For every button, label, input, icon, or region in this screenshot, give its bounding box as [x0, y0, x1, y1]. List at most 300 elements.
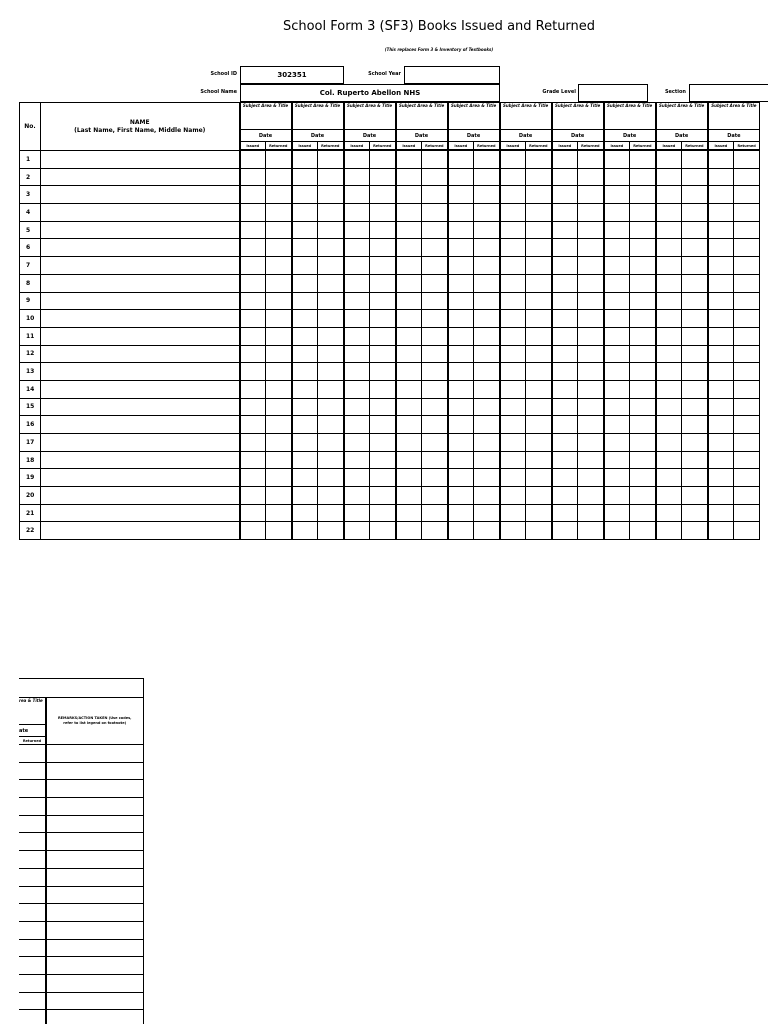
school-year-field[interactable] [404, 66, 500, 84]
returned-date-cell[interactable] [526, 310, 552, 328]
returned-date-cell[interactable] [526, 168, 552, 186]
issued-date-cell[interactable] [240, 363, 266, 381]
remarks-cell[interactable] [46, 904, 143, 922]
returned-date-cell[interactable] [682, 221, 708, 239]
issued-date-cell[interactable] [604, 257, 630, 275]
returned-date-cell[interactable] [734, 327, 760, 345]
returned-date-cell[interactable] [526, 363, 552, 381]
issued-date-cell[interactable] [396, 151, 422, 169]
issued-date-cell[interactable] [344, 239, 370, 257]
issued-date-cell[interactable] [656, 292, 682, 310]
returned-date-cell[interactable] [734, 363, 760, 381]
issued-date-cell[interactable] [708, 345, 734, 363]
returned-date-cell[interactable] [526, 239, 552, 257]
issued-date-cell[interactable] [500, 504, 526, 522]
grade-level-field[interactable] [578, 84, 648, 102]
issued-date-cell[interactable] [656, 363, 682, 381]
returned-date-cell[interactable] [526, 451, 552, 469]
returned-date-cell[interactable] [734, 221, 760, 239]
issued-date-cell[interactable] [604, 398, 630, 416]
returned-date-cell[interactable] [474, 204, 500, 222]
remarks-cell[interactable] [46, 780, 143, 798]
student-name-cell[interactable] [41, 451, 240, 469]
issued-date-cell[interactable] [240, 451, 266, 469]
issued-date-cell[interactable] [396, 345, 422, 363]
issued-date-cell[interactable] [448, 327, 474, 345]
returned-date-cell[interactable] [370, 257, 396, 275]
issued-date-cell[interactable] [344, 469, 370, 487]
returned-date-cell[interactable] [734, 487, 760, 505]
returned-date-cell[interactable] [19, 957, 46, 975]
returned-date-cell[interactable] [318, 186, 344, 204]
returned-date-cell[interactable] [630, 451, 656, 469]
issued-date-cell[interactable] [448, 363, 474, 381]
remarks-cell[interactable] [46, 939, 143, 957]
returned-date-cell[interactable] [318, 151, 344, 169]
school-name-field[interactable]: Col. Ruperto Abellon NHS [240, 84, 500, 102]
returned-date-cell[interactable] [578, 168, 604, 186]
returned-date-cell[interactable] [474, 168, 500, 186]
returned-date-cell[interactable] [734, 380, 760, 398]
subject-area-header[interactable]: Subject Area & Title [656, 103, 708, 130]
returned-date-cell[interactable] [526, 398, 552, 416]
issued-date-cell[interactable] [448, 274, 474, 292]
issued-date-cell[interactable] [344, 451, 370, 469]
returned-date-cell[interactable] [474, 522, 500, 540]
returned-date-cell[interactable] [526, 345, 552, 363]
returned-date-cell[interactable] [682, 504, 708, 522]
returned-date-cell[interactable] [474, 451, 500, 469]
issued-date-cell[interactable] [396, 274, 422, 292]
issued-date-cell[interactable] [656, 151, 682, 169]
issued-date-cell[interactable] [292, 487, 318, 505]
issued-date-cell[interactable] [708, 398, 734, 416]
student-name-cell[interactable] [41, 345, 240, 363]
issued-date-cell[interactable] [500, 151, 526, 169]
issued-date-cell[interactable] [240, 274, 266, 292]
returned-date-cell[interactable] [474, 274, 500, 292]
returned-date-cell[interactable] [318, 168, 344, 186]
issued-date-cell[interactable] [500, 416, 526, 434]
returned-date-cell[interactable] [526, 327, 552, 345]
issued-date-cell[interactable] [552, 204, 578, 222]
returned-date-cell[interactable] [422, 151, 448, 169]
returned-date-cell[interactable] [266, 522, 292, 540]
issued-date-cell[interactable] [448, 434, 474, 452]
issued-date-cell[interactable] [448, 204, 474, 222]
issued-date-cell[interactable] [552, 292, 578, 310]
returned-date-cell[interactable] [474, 186, 500, 204]
issued-date-cell[interactable] [500, 345, 526, 363]
issued-date-cell[interactable] [396, 239, 422, 257]
returned-date-cell[interactable] [682, 345, 708, 363]
returned-date-cell[interactable] [630, 522, 656, 540]
issued-date-cell[interactable] [292, 398, 318, 416]
issued-date-cell[interactable] [708, 380, 734, 398]
returned-date-cell[interactable] [578, 504, 604, 522]
issued-date-cell[interactable] [344, 345, 370, 363]
returned-date-cell[interactable] [370, 345, 396, 363]
returned-date-cell[interactable] [19, 904, 46, 922]
issued-date-cell[interactable] [500, 204, 526, 222]
returned-date-cell[interactable] [578, 522, 604, 540]
issued-date-cell[interactable] [656, 416, 682, 434]
section-field[interactable] [689, 84, 768, 102]
issued-date-cell[interactable] [552, 469, 578, 487]
issued-date-cell[interactable] [500, 469, 526, 487]
returned-date-cell[interactable] [318, 522, 344, 540]
issued-date-cell[interactable] [448, 487, 474, 505]
remarks-cell[interactable] [46, 868, 143, 886]
returned-date-cell[interactable] [578, 434, 604, 452]
issued-date-cell[interactable] [604, 416, 630, 434]
issued-date-cell[interactable] [344, 416, 370, 434]
issued-date-cell[interactable] [500, 186, 526, 204]
returned-date-cell[interactable] [370, 151, 396, 169]
issued-date-cell[interactable] [344, 504, 370, 522]
returned-date-cell[interactable] [19, 921, 46, 939]
returned-date-cell[interactable] [318, 416, 344, 434]
issued-date-cell[interactable] [448, 257, 474, 275]
issued-date-cell[interactable] [240, 292, 266, 310]
subject-area-header[interactable]: Subject Area & Title [552, 103, 604, 130]
returned-date-cell[interactable] [318, 345, 344, 363]
returned-date-cell[interactable] [266, 451, 292, 469]
returned-date-cell[interactable] [526, 221, 552, 239]
issued-date-cell[interactable] [604, 327, 630, 345]
issued-date-cell[interactable] [708, 504, 734, 522]
issued-date-cell[interactable] [708, 451, 734, 469]
issued-date-cell[interactable] [604, 274, 630, 292]
issued-date-cell[interactable] [656, 451, 682, 469]
issued-date-cell[interactable] [240, 398, 266, 416]
returned-date-cell[interactable] [578, 292, 604, 310]
issued-date-cell[interactable] [708, 239, 734, 257]
issued-date-cell[interactable] [344, 274, 370, 292]
issued-date-cell[interactable] [656, 186, 682, 204]
student-name-cell[interactable] [41, 151, 240, 169]
returned-date-cell[interactable] [734, 522, 760, 540]
returned-date-cell[interactable] [682, 168, 708, 186]
returned-date-cell[interactable] [630, 434, 656, 452]
remarks-cell[interactable] [46, 851, 143, 869]
returned-date-cell[interactable] [422, 487, 448, 505]
returned-date-cell[interactable] [682, 204, 708, 222]
returned-date-cell[interactable] [630, 469, 656, 487]
returned-date-cell[interactable] [318, 292, 344, 310]
returned-date-cell[interactable] [734, 469, 760, 487]
issued-date-cell[interactable] [604, 469, 630, 487]
issued-date-cell[interactable] [656, 434, 682, 452]
remarks-cell[interactable] [46, 815, 143, 833]
issued-date-cell[interactable] [604, 239, 630, 257]
student-name-cell[interactable] [41, 221, 240, 239]
remarks-cell[interactable] [46, 957, 143, 975]
issued-date-cell[interactable] [396, 434, 422, 452]
returned-date-cell[interactable] [734, 310, 760, 328]
returned-date-cell[interactable] [578, 221, 604, 239]
issued-date-cell[interactable] [500, 221, 526, 239]
returned-date-cell[interactable] [318, 451, 344, 469]
issued-date-cell[interactable] [292, 380, 318, 398]
issued-date-cell[interactable] [240, 487, 266, 505]
issued-date-cell[interactable] [292, 469, 318, 487]
student-name-cell[interactable] [41, 416, 240, 434]
issued-date-cell[interactable] [448, 151, 474, 169]
issued-date-cell[interactable] [552, 168, 578, 186]
returned-date-cell[interactable] [318, 274, 344, 292]
returned-date-cell[interactable] [370, 416, 396, 434]
returned-date-cell[interactable] [526, 151, 552, 169]
issued-date-cell[interactable] [552, 398, 578, 416]
returned-date-cell[interactable] [682, 239, 708, 257]
returned-date-cell[interactable] [578, 310, 604, 328]
returned-date-cell[interactable] [630, 239, 656, 257]
returned-date-cell[interactable] [526, 292, 552, 310]
returned-date-cell[interactable] [370, 239, 396, 257]
issued-date-cell[interactable] [552, 310, 578, 328]
issued-date-cell[interactable] [292, 327, 318, 345]
issued-date-cell[interactable] [708, 522, 734, 540]
student-name-cell[interactable] [41, 504, 240, 522]
returned-date-cell[interactable] [266, 186, 292, 204]
returned-date-cell[interactable] [370, 469, 396, 487]
issued-date-cell[interactable] [604, 380, 630, 398]
issued-date-cell[interactable] [500, 363, 526, 381]
returned-date-cell[interactable] [734, 168, 760, 186]
issued-date-cell[interactable] [708, 257, 734, 275]
returned-date-cell[interactable] [526, 186, 552, 204]
returned-date-cell[interactable] [19, 992, 46, 1010]
student-name-cell[interactable] [41, 487, 240, 505]
issued-date-cell[interactable] [552, 345, 578, 363]
returned-date-cell[interactable] [19, 868, 46, 886]
issued-date-cell[interactable] [656, 469, 682, 487]
returned-date-cell[interactable] [370, 292, 396, 310]
returned-date-cell[interactable] [526, 416, 552, 434]
returned-date-cell[interactable] [578, 204, 604, 222]
issued-date-cell[interactable] [344, 257, 370, 275]
issued-date-cell[interactable] [240, 380, 266, 398]
issued-date-cell[interactable] [500, 380, 526, 398]
issued-date-cell[interactable] [344, 186, 370, 204]
issued-date-cell[interactable] [396, 469, 422, 487]
issued-date-cell[interactable] [708, 151, 734, 169]
issued-date-cell[interactable] [656, 168, 682, 186]
issued-date-cell[interactable] [240, 434, 266, 452]
issued-date-cell[interactable] [448, 522, 474, 540]
issued-date-cell[interactable] [396, 168, 422, 186]
issued-date-cell[interactable] [344, 522, 370, 540]
returned-date-cell[interactable] [266, 257, 292, 275]
returned-date-cell[interactable] [578, 469, 604, 487]
returned-date-cell[interactable] [474, 292, 500, 310]
issued-date-cell[interactable] [396, 504, 422, 522]
returned-date-cell[interactable] [682, 151, 708, 169]
issued-date-cell[interactable] [396, 257, 422, 275]
returned-date-cell[interactable] [422, 363, 448, 381]
issued-date-cell[interactable] [344, 204, 370, 222]
returned-date-cell[interactable] [682, 522, 708, 540]
issued-date-cell[interactable] [656, 204, 682, 222]
subject-area-header[interactable]: Subject Area & Title [396, 103, 448, 130]
issued-date-cell[interactable] [396, 221, 422, 239]
returned-date-cell[interactable] [19, 780, 46, 798]
returned-date-cell[interactable] [474, 221, 500, 239]
issued-date-cell[interactable] [656, 504, 682, 522]
returned-date-cell[interactable] [318, 221, 344, 239]
returned-date-cell[interactable] [682, 416, 708, 434]
student-name-cell[interactable] [41, 274, 240, 292]
issued-date-cell[interactable] [656, 487, 682, 505]
issued-date-cell[interactable] [552, 504, 578, 522]
returned-date-cell[interactable] [266, 274, 292, 292]
remarks-cell[interactable] [46, 798, 143, 816]
returned-date-cell[interactable] [19, 762, 46, 780]
returned-date-cell[interactable] [578, 398, 604, 416]
returned-date-cell[interactable] [630, 221, 656, 239]
returned-date-cell[interactable] [526, 522, 552, 540]
returned-date-cell[interactable] [422, 434, 448, 452]
returned-date-cell[interactable] [266, 345, 292, 363]
returned-date-cell[interactable] [734, 434, 760, 452]
returned-date-cell[interactable] [266, 292, 292, 310]
issued-date-cell[interactable] [708, 310, 734, 328]
issued-date-cell[interactable] [500, 239, 526, 257]
returned-date-cell[interactable] [422, 451, 448, 469]
issued-date-cell[interactable] [656, 380, 682, 398]
issued-date-cell[interactable] [344, 327, 370, 345]
issued-date-cell[interactable] [240, 327, 266, 345]
returned-date-cell[interactable] [266, 151, 292, 169]
returned-date-cell[interactable] [318, 327, 344, 345]
issued-date-cell[interactable] [448, 416, 474, 434]
returned-date-cell[interactable] [474, 363, 500, 381]
returned-date-cell[interactable] [19, 1010, 46, 1024]
issued-date-cell[interactable] [396, 327, 422, 345]
issued-date-cell[interactable] [500, 310, 526, 328]
issued-date-cell[interactable] [448, 451, 474, 469]
issued-date-cell[interactable] [448, 398, 474, 416]
issued-date-cell[interactable] [656, 345, 682, 363]
returned-date-cell[interactable] [682, 434, 708, 452]
returned-date-cell[interactable] [526, 504, 552, 522]
issued-date-cell[interactable] [292, 257, 318, 275]
issued-date-cell[interactable] [708, 363, 734, 381]
returned-date-cell[interactable] [734, 451, 760, 469]
returned-date-cell[interactable] [734, 186, 760, 204]
issued-date-cell[interactable] [552, 416, 578, 434]
student-name-cell[interactable] [41, 168, 240, 186]
returned-date-cell[interactable] [266, 398, 292, 416]
remarks-cell[interactable] [46, 833, 143, 851]
issued-date-cell[interactable] [552, 451, 578, 469]
issued-date-cell[interactable] [708, 469, 734, 487]
issued-date-cell[interactable] [500, 168, 526, 186]
issued-date-cell[interactable] [500, 257, 526, 275]
student-name-cell[interactable] [41, 434, 240, 452]
student-name-cell[interactable] [41, 186, 240, 204]
returned-date-cell[interactable] [578, 257, 604, 275]
returned-date-cell[interactable] [630, 380, 656, 398]
returned-date-cell[interactable] [422, 504, 448, 522]
returned-date-cell[interactable] [474, 416, 500, 434]
issued-date-cell[interactable] [552, 487, 578, 505]
issued-date-cell[interactable] [448, 186, 474, 204]
returned-date-cell[interactable] [734, 257, 760, 275]
returned-date-cell[interactable] [318, 469, 344, 487]
returned-date-cell[interactable] [370, 221, 396, 239]
returned-date-cell[interactable] [422, 257, 448, 275]
returned-date-cell[interactable] [578, 363, 604, 381]
returned-date-cell[interactable] [266, 380, 292, 398]
issued-date-cell[interactable] [344, 398, 370, 416]
issued-date-cell[interactable] [708, 186, 734, 204]
returned-date-cell[interactable] [318, 310, 344, 328]
issued-date-cell[interactable] [552, 221, 578, 239]
student-name-cell[interactable] [41, 310, 240, 328]
returned-date-cell[interactable] [474, 434, 500, 452]
issued-date-cell[interactable] [604, 522, 630, 540]
issued-date-cell[interactable] [292, 434, 318, 452]
issued-date-cell[interactable] [396, 310, 422, 328]
issued-date-cell[interactable] [240, 168, 266, 186]
issued-date-cell[interactable] [344, 487, 370, 505]
issued-date-cell[interactable] [344, 292, 370, 310]
returned-date-cell[interactable] [318, 398, 344, 416]
returned-date-cell[interactable] [318, 380, 344, 398]
returned-date-cell[interactable] [526, 257, 552, 275]
issued-date-cell[interactable] [552, 327, 578, 345]
student-name-cell[interactable] [41, 204, 240, 222]
returned-date-cell[interactable] [19, 886, 46, 904]
issued-date-cell[interactable] [448, 504, 474, 522]
returned-date-cell[interactable] [734, 416, 760, 434]
returned-date-cell[interactable] [318, 434, 344, 452]
issued-date-cell[interactable] [344, 168, 370, 186]
issued-date-cell[interactable] [240, 221, 266, 239]
issued-date-cell[interactable] [396, 363, 422, 381]
returned-date-cell[interactable] [682, 451, 708, 469]
returned-date-cell[interactable] [474, 239, 500, 257]
subject-area-header[interactable]: Subject Area & Title [500, 103, 552, 130]
returned-date-cell[interactable] [630, 504, 656, 522]
returned-date-cell[interactable] [474, 469, 500, 487]
remarks-cell[interactable] [46, 974, 143, 992]
issued-date-cell[interactable] [396, 204, 422, 222]
returned-date-cell[interactable] [422, 345, 448, 363]
returned-date-cell[interactable] [422, 274, 448, 292]
issued-date-cell[interactable] [292, 186, 318, 204]
returned-date-cell[interactable] [734, 151, 760, 169]
student-name-cell[interactable] [41, 380, 240, 398]
issued-date-cell[interactable] [656, 398, 682, 416]
returned-date-cell[interactable] [578, 239, 604, 257]
remarks-cell[interactable] [46, 745, 143, 763]
issued-date-cell[interactable] [344, 310, 370, 328]
issued-date-cell[interactable] [604, 151, 630, 169]
issued-date-cell[interactable] [240, 416, 266, 434]
returned-date-cell[interactable] [422, 168, 448, 186]
returned-date-cell[interactable] [370, 398, 396, 416]
issued-date-cell[interactable] [448, 292, 474, 310]
returned-date-cell[interactable] [578, 416, 604, 434]
issued-date-cell[interactable] [604, 504, 630, 522]
returned-date-cell[interactable] [630, 186, 656, 204]
issued-date-cell[interactable] [396, 398, 422, 416]
returned-date-cell[interactable] [682, 292, 708, 310]
returned-date-cell[interactable] [266, 487, 292, 505]
